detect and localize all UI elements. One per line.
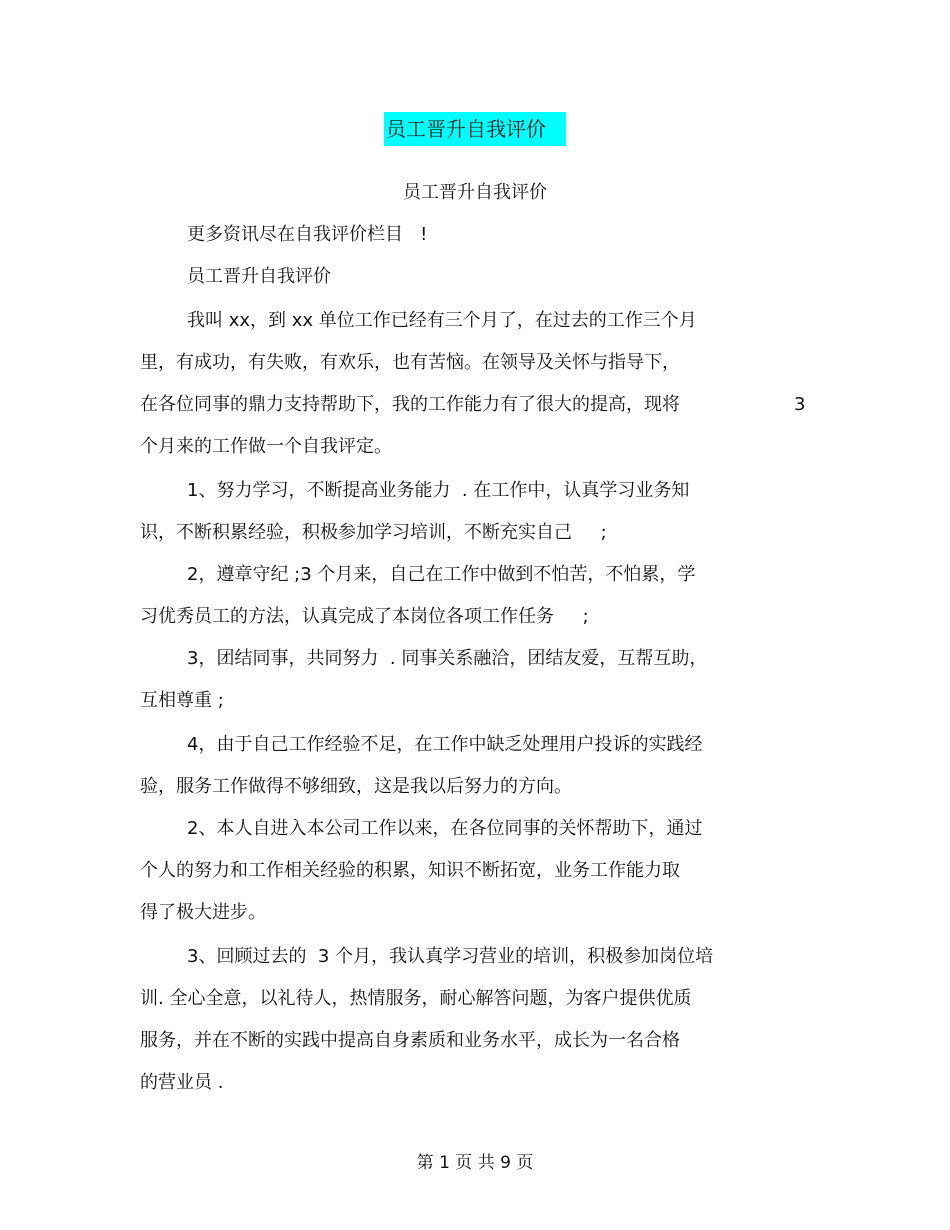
text-line: 个月来的工作做一个自我评定。: [140, 436, 392, 457]
text-line: 3、回顾过去的 3 个月，我认真学习营业的培训，积极参加岗位培: [187, 946, 714, 967]
text-line: 员工晋升自我评价: [187, 266, 331, 287]
text-line: 互相尊重 ;: [140, 690, 224, 711]
text-line: 2、本人自进入本公司工作以来，在各位同事的关怀帮助下，通过: [187, 818, 703, 839]
text-line: 个人的努力和工作相关经验的积累，知识不断拓宽，业务工作能力取: [140, 860, 680, 881]
text-line: 习优秀员工的方法，认真完成了本岗位各项工作任务 ;: [140, 606, 589, 627]
text-line: 识，不断积累经验，积极参加学习培训，不断充实自己 ;: [140, 522, 607, 543]
text-line: 2，遵章守纪 ;3 个月来，自己在工作中做到不怕苦，不怕累，学: [187, 564, 696, 585]
document-title: 员工晋升自我评价: [384, 112, 566, 146]
text-line: 更多资讯尽在自我评价栏目 !: [187, 224, 428, 245]
text-line: 训. 全心全意，以礼待人，热情服务，耐心解答问题，为客户提供优质: [140, 988, 692, 1009]
text-line: 服务，并在不断的实践中提高自身素质和业务水平，成长为一名合格: [140, 1030, 680, 1051]
document-subtitle: 员工晋升自我评价: [403, 182, 547, 203]
page-footer: 第 1 页 共 9 页: [416, 1153, 534, 1173]
text-line: 4，由于自己工作经验不足，在工作中缺乏处理用户投诉的实践经: [187, 734, 703, 755]
text-line: 在各位同事的鼎力支持帮助下，我的工作能力有了很大的提高，现将: [140, 394, 680, 415]
text-line: 1、努力学习，不断提高业务能力 . 在工作中，认真学习业务知: [187, 480, 690, 501]
text-line: 里，有成功，有失败，有欢乐，也有苦恼。在领导及关怀与指导下，: [140, 352, 680, 373]
text-line: 3，团结同事，共同努力 . 同事关系融洽，团结友爱，互帮互助，: [187, 648, 708, 669]
trailing-number: 3: [794, 394, 806, 415]
text-line: 验，服务工作做得不够细致，这是我以后努力的方向。: [140, 776, 572, 797]
text-line: 的营业员 .: [140, 1072, 224, 1093]
text-line: 得了极大进步。: [140, 902, 266, 923]
title-container: [0, 112, 950, 146]
text-line: 我叫 xx，到 xx 单位工作已经有三个月了，在过去的工作三个月: [187, 310, 697, 331]
